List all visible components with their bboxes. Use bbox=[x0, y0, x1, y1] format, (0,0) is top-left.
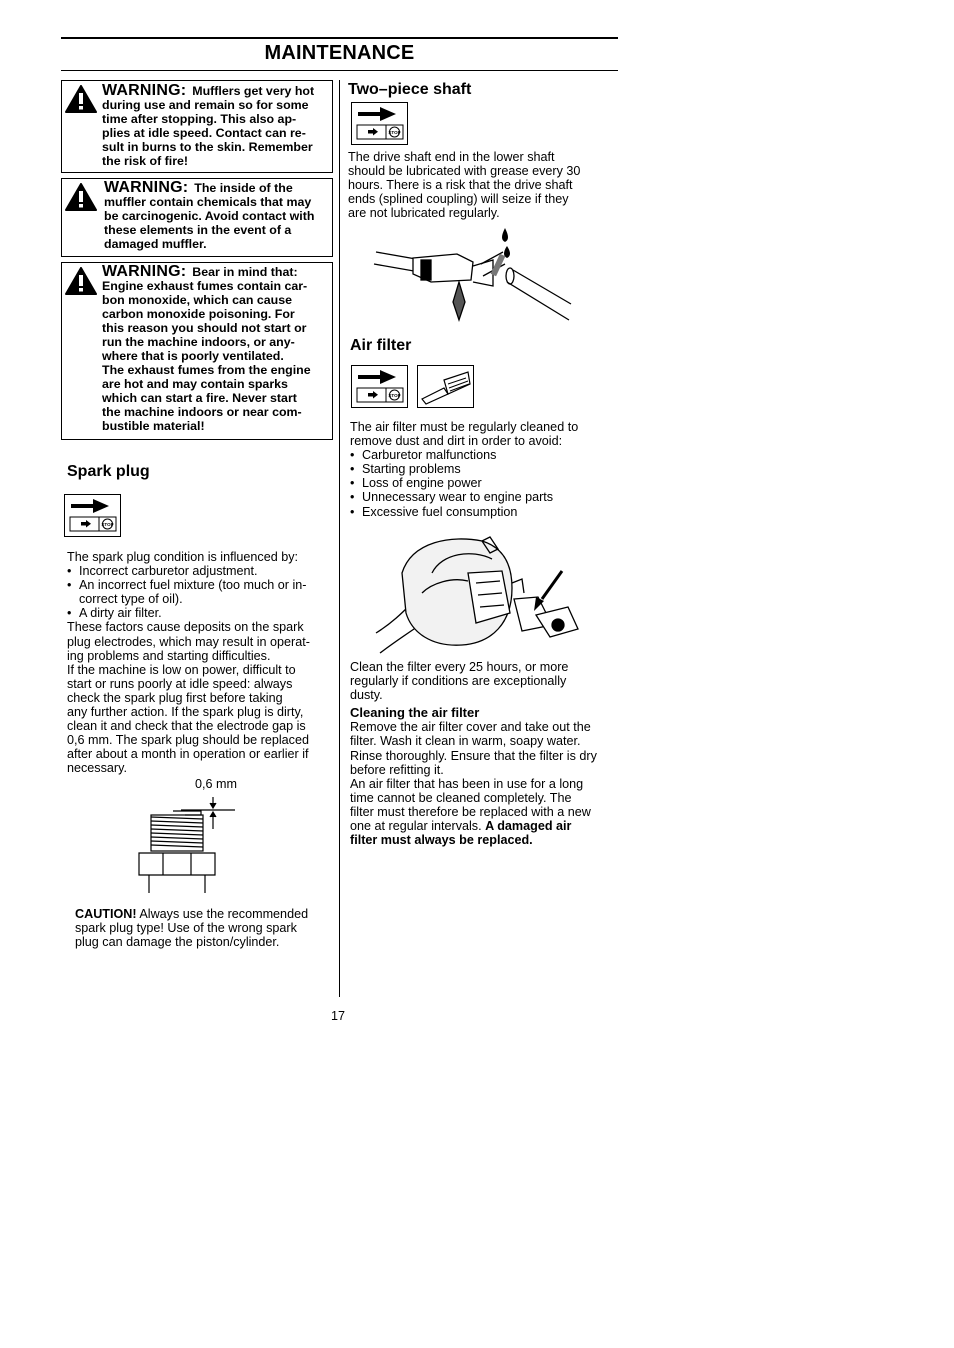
spark-plug-heading: Spark plug bbox=[67, 463, 150, 480]
paragraph-line: are not lubricated regularly. bbox=[348, 206, 500, 221]
bullet-text: Carburetor malfunctions bbox=[362, 448, 497, 463]
warning-line: carbon monoxide poisoning. For bbox=[102, 307, 295, 321]
caution-label: CAUTION! bbox=[75, 907, 137, 921]
warning-box-exhaust-fumes bbox=[61, 262, 333, 440]
brush-symbol bbox=[417, 365, 474, 408]
warning-line: plies at idle speed. Contact can re- bbox=[102, 126, 306, 140]
paragraph-line: necessary. bbox=[67, 761, 127, 776]
paragraph-line: start or runs poorly at idle speed: always bbox=[67, 676, 293, 691]
warning-label: WARNING: bbox=[102, 263, 187, 280]
list-item: • Carburetor malfunctions bbox=[350, 448, 497, 463]
stop-engine-symbol bbox=[64, 494, 121, 537]
cleaning-subheading: Cleaning the air filter bbox=[350, 705, 480, 721]
paragraph-line: after about a month in operation or earlier if bbox=[67, 747, 309, 762]
arrow-stop-icon bbox=[352, 103, 407, 144]
paragraph-line: ing problems and starting difficulties. bbox=[67, 648, 271, 663]
warning-triangle-icon bbox=[65, 85, 97, 113]
warning-text bbox=[104, 181, 326, 251]
warning-line: Engine exhaust fumes contain car- bbox=[102, 279, 308, 293]
bullet-text: An incorrect fuel mixture (too much or in- bbox=[79, 578, 307, 593]
paragraph-line: remove dust and dirt in order to avoid: bbox=[350, 434, 563, 449]
warning-line: bon monoxide, which can cause bbox=[102, 293, 293, 307]
bullet-text: Unnecessary wear to engine parts bbox=[362, 490, 554, 505]
paragraph-line: These factors cause deposits on the spark bbox=[67, 620, 304, 635]
paragraph-line: An air filter that has been in use for a long bbox=[350, 776, 584, 791]
warning-triangle-icon bbox=[65, 183, 97, 211]
bullet-text: Loss of engine power bbox=[362, 476, 482, 491]
two-piece-shaft-text bbox=[348, 150, 610, 220]
spark-plug-intro: The spark plug condition is influenced by: bbox=[67, 550, 299, 564]
paragraph-line: plug electrodes, which may result in operat- bbox=[67, 634, 310, 649]
caution-line: plug can damage the piston/cylinder. bbox=[75, 935, 280, 950]
list-item: • Unnecessary wear to engine parts bbox=[350, 490, 554, 505]
paragraph-line: Remove the air filter cover and take out the bbox=[350, 720, 591, 735]
list-item: • A dirty air filter. bbox=[67, 606, 162, 621]
warning-box-hot-muffler bbox=[61, 80, 333, 173]
paragraph-line: dusty. bbox=[350, 688, 383, 703]
paragraph-line: The air filter must be regularly cleaned to bbox=[350, 420, 579, 434]
bold-warning-text: filter must always be replaced. bbox=[350, 833, 533, 848]
warning-line: the risk of fire! bbox=[102, 154, 189, 168]
list-item: • Incorrect carburetor adjustment. bbox=[67, 564, 258, 579]
electrode-gap-label: 0,6 mm bbox=[195, 777, 237, 791]
list-item: • Starting problems bbox=[350, 462, 461, 477]
warning-label: WARNING: bbox=[102, 82, 187, 99]
paragraph-line: hours. There is a risk that the drive shaft bbox=[348, 178, 573, 193]
paragraph-line: ends (splined coupling) will seize if they bbox=[348, 192, 569, 207]
list-item: • Loss of engine power bbox=[350, 476, 482, 491]
column-divider bbox=[339, 80, 340, 997]
paragraph-line: filter. Wash it clean in warm, soapy water. bbox=[350, 734, 581, 749]
warning-text bbox=[102, 265, 326, 433]
warning-line: be carcinogenic. Avoid contact with bbox=[104, 209, 315, 223]
bullet-text: Incorrect carburetor adjustment. bbox=[79, 564, 258, 579]
warning-line: where that is poorly ventilated. bbox=[102, 349, 284, 363]
air-filter-text bbox=[350, 420, 612, 519]
warning-line: bustible material! bbox=[102, 419, 205, 433]
warning-box-carcinogenic bbox=[61, 178, 333, 257]
warning-triangle-icon bbox=[65, 267, 97, 295]
stop-engine-symbol bbox=[351, 102, 408, 145]
stop-label: STOP bbox=[388, 130, 401, 135]
bullet-text: Starting problems bbox=[362, 462, 461, 477]
paragraph-line: any further action. If the spark plug is dirty, bbox=[67, 705, 304, 720]
warning-line: these elements in the event of a bbox=[104, 223, 292, 237]
paragraph-line: Clean the filter every 25 hours, or more bbox=[350, 660, 569, 674]
stop-label: STOP bbox=[388, 393, 401, 398]
bold-warning-text: A damaged air bbox=[485, 819, 572, 834]
page-title: MAINTENANCE bbox=[264, 42, 415, 64]
paragraph-line: The drive shaft end in the lower shaft bbox=[348, 150, 555, 164]
paragraph-line: time cannot be cleaned completely. The bbox=[350, 790, 572, 805]
drive-shaft-illustration bbox=[373, 224, 573, 326]
warning-line: this reason you should not start or bbox=[102, 321, 307, 335]
paragraph-line: check the spark plug first before taking bbox=[67, 690, 283, 705]
warning-line: which can start a fire. Never start bbox=[102, 391, 297, 405]
warning-line: Mufflers get very hot bbox=[192, 84, 315, 98]
caution-line: Always use the recommended bbox=[139, 907, 309, 921]
paragraph-line: If the machine is low on power, difficult to bbox=[67, 662, 296, 677]
paragraph-line: filter must therefore be replaced with a new bbox=[350, 804, 591, 819]
warning-line: are hot and may contain sparks bbox=[102, 377, 288, 391]
paragraph-line: before refitting it. bbox=[350, 762, 444, 777]
brush-icon bbox=[418, 366, 473, 407]
list-item: • An incorrect fuel mixture (too much or in- bbox=[67, 578, 307, 593]
warning-line: The exhaust fumes from the engine bbox=[102, 363, 311, 377]
caution-line: spark plug type! Use of the wrong spark bbox=[75, 921, 297, 936]
stop-engine-symbol bbox=[351, 365, 408, 408]
spark-plug-text bbox=[67, 550, 335, 776]
bullet-text: Excessive fuel consumption bbox=[362, 504, 518, 519]
bullet-text: A dirty air filter. bbox=[79, 606, 162, 621]
warning-line: run the machine indoors, or any- bbox=[102, 335, 295, 349]
paragraph-line: one at regular intervals. bbox=[350, 819, 482, 834]
air-filter-heading: Air filter bbox=[350, 337, 412, 354]
bullet-text: correct type of oil). bbox=[79, 592, 183, 607]
list-item: • Excessive fuel consumption bbox=[350, 504, 518, 519]
header-bottom-rule bbox=[61, 70, 618, 71]
warning-label: WARNING: bbox=[104, 179, 189, 196]
air-filter-cleaning-text bbox=[350, 660, 612, 847]
warning-line: time after stopping. This also ap- bbox=[102, 112, 297, 126]
two-piece-shaft-heading: Two–piece shaft bbox=[348, 81, 472, 98]
paragraph-line: Rinse thoroughly. Ensure that the filter is dry bbox=[350, 748, 597, 763]
air-filter-removal-illustration bbox=[372, 533, 582, 663]
warning-line: Bear in mind that: bbox=[192, 265, 298, 279]
paragraph-line: should be lubricated with grease every 30 bbox=[348, 164, 581, 179]
arrow-stop-icon bbox=[65, 495, 120, 536]
spark-plug-illustration bbox=[135, 793, 245, 895]
warning-line: during use and remain so for some bbox=[102, 98, 309, 112]
arrow-stop-icon bbox=[352, 366, 407, 407]
warning-line: damaged muffler. bbox=[104, 237, 207, 251]
caution-note bbox=[75, 907, 337, 949]
warning-text bbox=[102, 84, 326, 168]
paragraph-line: clean it and check that the electrode gap is bbox=[67, 719, 306, 734]
warning-line: sult in burns to the skin. Remember bbox=[102, 140, 313, 154]
page-number: 17 bbox=[331, 1009, 346, 1023]
paragraph-line: 0,6 mm. The spark plug should be replaced bbox=[67, 733, 309, 748]
warning-line: muffler contain chemicals that may bbox=[104, 195, 312, 209]
stop-label: STOP bbox=[101, 522, 114, 527]
warning-line: the machine indoors or near com- bbox=[102, 405, 302, 419]
warning-line: The inside of the bbox=[194, 181, 293, 195]
paragraph-line: regularly if conditions are exceptionally bbox=[350, 674, 567, 689]
header-top-rule bbox=[61, 37, 618, 39]
